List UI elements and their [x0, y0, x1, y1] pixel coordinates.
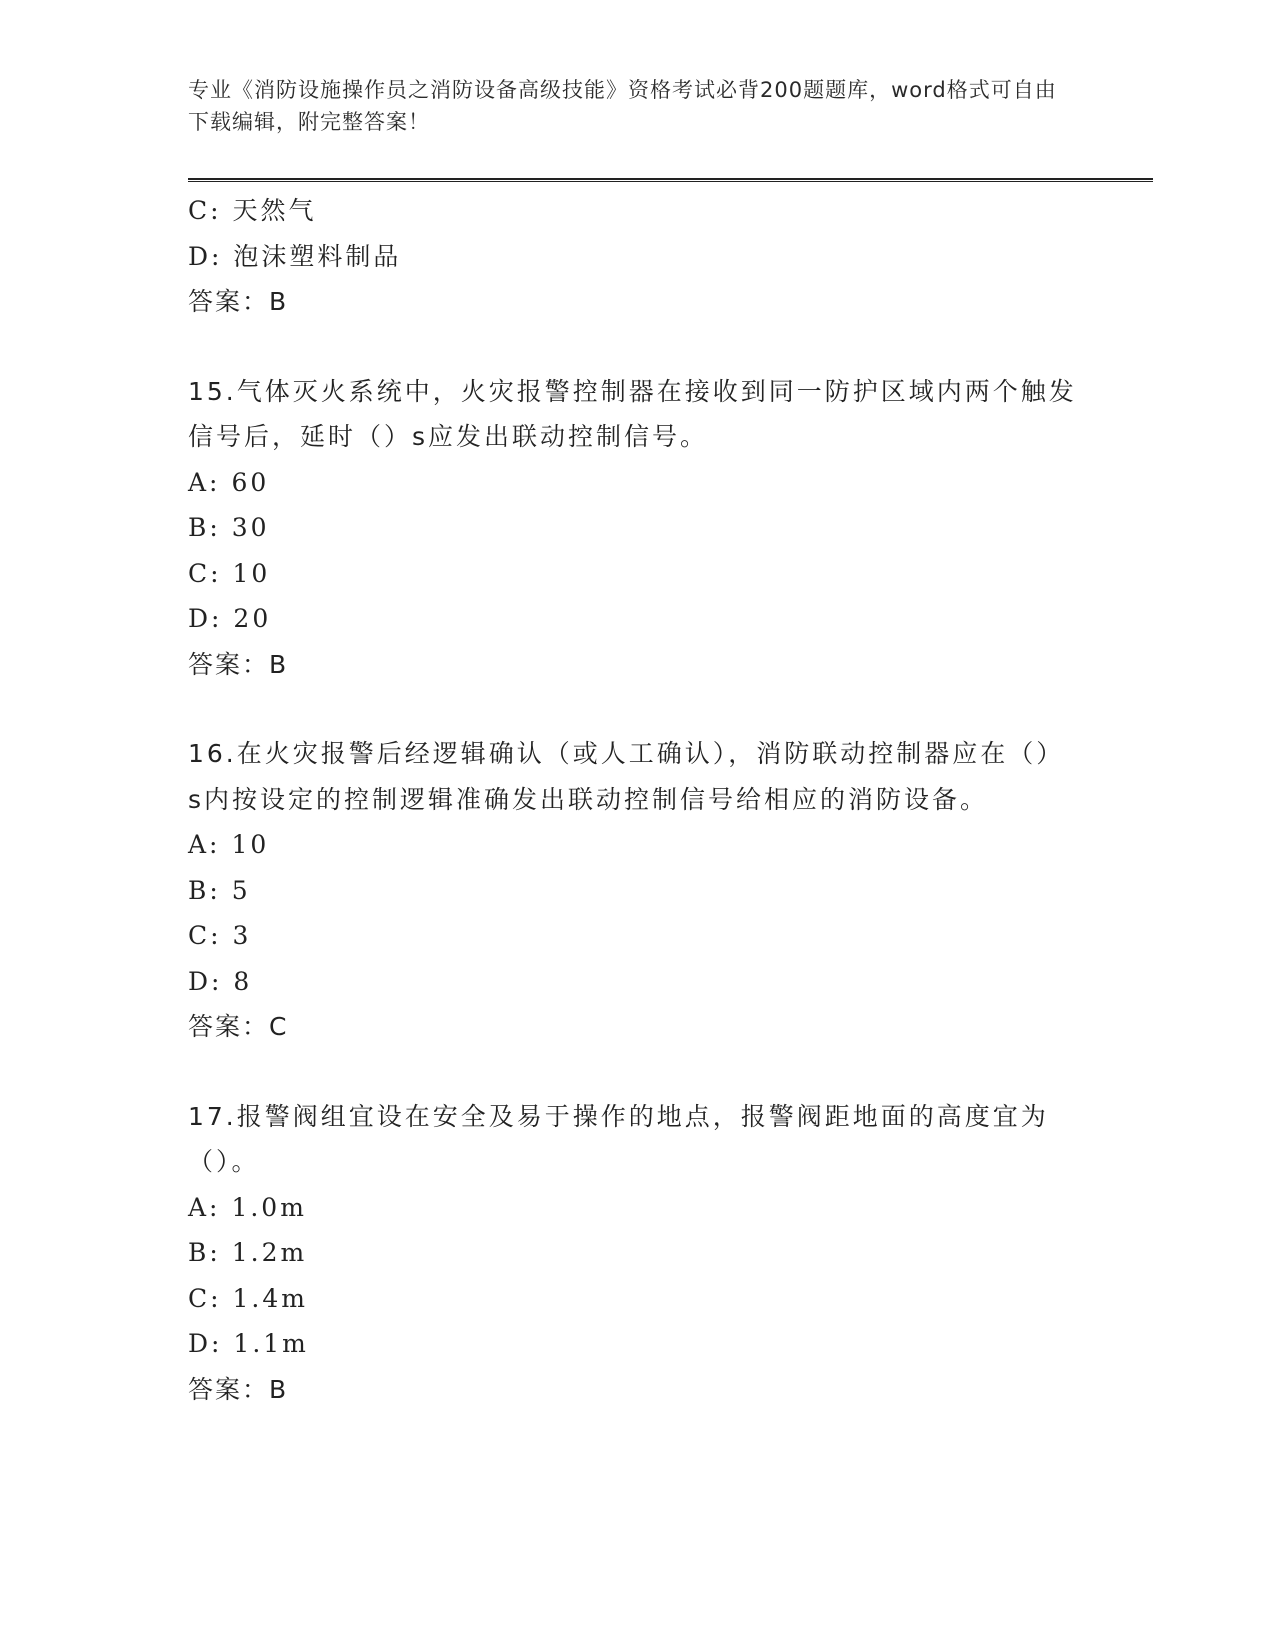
option-b: B: 30	[188, 513, 270, 542]
option-c: C: 天然气	[188, 196, 317, 225]
option-d: D: 8	[188, 966, 253, 996]
option-d: D: 20	[188, 604, 272, 633]
option-a: A: 10	[188, 830, 270, 859]
answer: 答案：B	[188, 287, 289, 316]
answer: 答案：C	[188, 1012, 289, 1041]
question-15	[188, 369, 1078, 688]
option-c: C: 3	[188, 921, 252, 950]
prev-question	[188, 188, 1078, 325]
option-b: B: 1.2m	[188, 1238, 308, 1267]
document-header: 专业《消防设施操作员之消防设备高级技能》资格考试必背200题题库，word格式可自由下载编辑，附完整答案！	[188, 78, 1057, 134]
option-d: D: 1.1m	[188, 1329, 309, 1358]
option-b: B: 5	[188, 875, 251, 905]
question-list	[188, 188, 1078, 1412]
header-divider	[188, 178, 1153, 182]
option-a: A: 1.0m	[188, 1192, 307, 1222]
option-c: C: 10	[188, 558, 271, 588]
option-a: A: 60	[188, 467, 270, 497]
question-17	[188, 1094, 1078, 1413]
question-stem: 16.在火灾报警后经逻辑确认（或人工确认），消防联动控制器应在（）s内按设定的控制逻辑准确发出联动控制信号给相应的消防设备。	[188, 739, 1065, 814]
option-d: D: 泡沫塑料制品	[188, 241, 402, 271]
question-stem: 17.报警阀组宜设在安全及易于操作的地点，报警阀距地面的高度宜为（）。	[188, 1101, 1049, 1176]
question-stem: 15.气体灭火系统中，火灾报警控制器在接收到同一防护区域内两个触发信号后，延时（）s应发出联动控制信号。	[188, 376, 1077, 451]
question-16	[188, 731, 1078, 1050]
answer: 答案：B	[188, 1374, 289, 1404]
answer: 答案：B	[188, 649, 289, 679]
option-c: C: 1.4m	[188, 1283, 308, 1313]
